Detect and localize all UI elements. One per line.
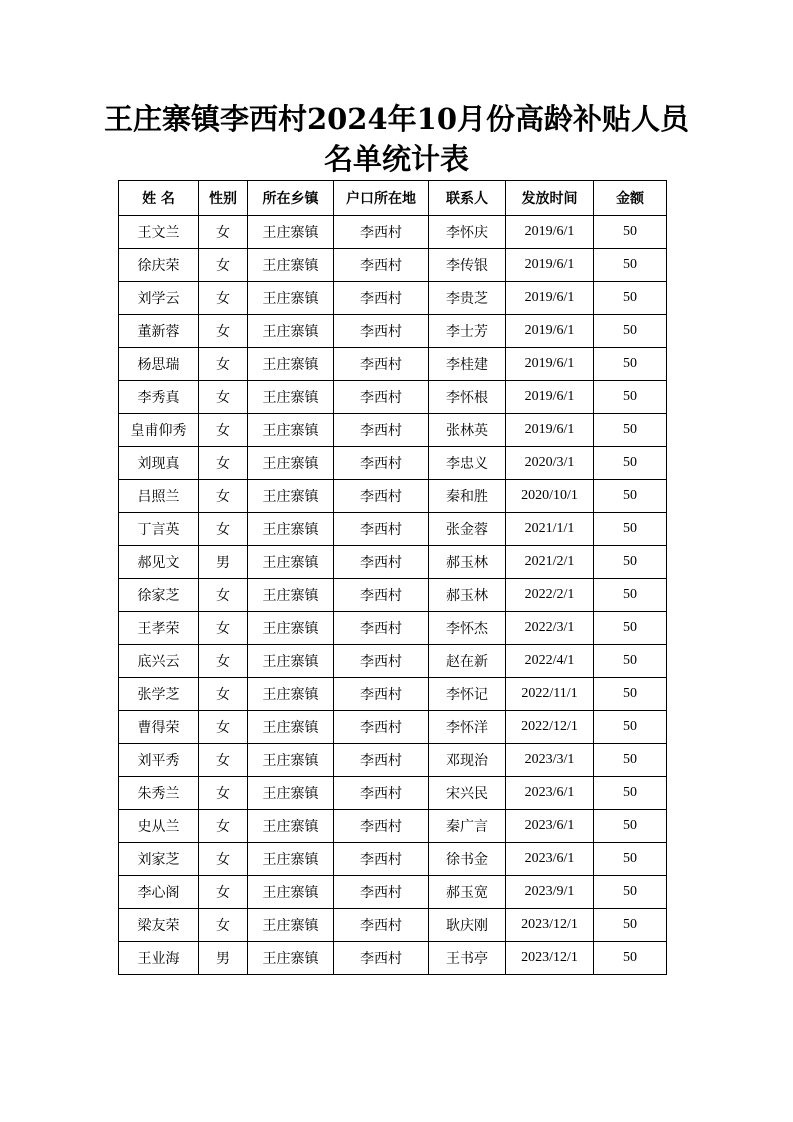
table-row: [119, 876, 667, 909]
name-cell: 王孝荣: [119, 612, 199, 645]
amount-cell: 50: [594, 909, 667, 942]
gender-cell: 女: [199, 216, 248, 249]
gender-cell: 女: [199, 513, 248, 546]
name-cell: 杨思瑞: [119, 348, 199, 381]
gender-cell: 女: [199, 711, 248, 744]
contact-cell: 邓现治: [429, 744, 506, 777]
name-cell: 吕照兰: [119, 480, 199, 513]
name-cell: 王业海: [119, 942, 199, 975]
township-cell: 王庄寨镇: [248, 348, 334, 381]
residence-cell: 李西村: [334, 678, 429, 711]
contact-cell: 王书亭: [429, 942, 506, 975]
amount-cell: 50: [594, 942, 667, 975]
amount-cell: 50: [594, 843, 667, 876]
payment-date-cell: 2019/6/1: [506, 282, 594, 315]
township-cell: 王庄寨镇: [248, 282, 334, 315]
residence-cell: 李西村: [334, 447, 429, 480]
gender-cell: 女: [199, 447, 248, 480]
amount-cell: 50: [594, 546, 667, 579]
township-cell: 王庄寨镇: [248, 447, 334, 480]
name-cell: 曹得荣: [119, 711, 199, 744]
township-cell: 王庄寨镇: [248, 744, 334, 777]
contact-cell: 李贵芝: [429, 282, 506, 315]
name-cell: 史从兰: [119, 810, 199, 843]
gender-cell: 男: [199, 546, 248, 579]
payment-date-cell: 2019/6/1: [506, 381, 594, 414]
contact-cell: 李怀记: [429, 678, 506, 711]
header-registered-residence: 户口所在地: [334, 181, 429, 216]
residence-cell: 李西村: [334, 480, 429, 513]
gender-cell: 女: [199, 678, 248, 711]
township-cell: 王庄寨镇: [248, 909, 334, 942]
name-cell: 李心阁: [119, 876, 199, 909]
name-cell: 李秀真: [119, 381, 199, 414]
payment-date-cell: 2021/2/1: [506, 546, 594, 579]
payment-date-cell: 2020/3/1: [506, 447, 594, 480]
contact-cell: 张林英: [429, 414, 506, 447]
residence-cell: 李西村: [334, 711, 429, 744]
contact-cell: 李桂建: [429, 348, 506, 381]
header-township: 所在乡镇: [248, 181, 334, 216]
name-cell: 徐庆荣: [119, 249, 199, 282]
amount-cell: 50: [594, 513, 667, 546]
gender-cell: 女: [199, 612, 248, 645]
residence-cell: 李西村: [334, 513, 429, 546]
township-cell: 王庄寨镇: [248, 876, 334, 909]
contact-cell: 李忠义: [429, 447, 506, 480]
residence-cell: 李西村: [334, 348, 429, 381]
name-cell: 张学芝: [119, 678, 199, 711]
contact-cell: 郝玉林: [429, 546, 506, 579]
header-name: 姓 名: [119, 181, 199, 216]
amount-cell: 50: [594, 216, 667, 249]
residence-cell: 李西村: [334, 843, 429, 876]
name-cell: 刘平秀: [119, 744, 199, 777]
header-payment-date: 发放时间: [506, 181, 594, 216]
contact-cell: 郝玉林: [429, 579, 506, 612]
payment-date-cell: 2023/6/1: [506, 777, 594, 810]
gender-cell: 女: [199, 909, 248, 942]
payment-date-cell: 2023/6/1: [506, 810, 594, 843]
gender-cell: 女: [199, 579, 248, 612]
amount-cell: 50: [594, 777, 667, 810]
gender-cell: 女: [199, 810, 248, 843]
residence-cell: 李西村: [334, 315, 429, 348]
township-cell: 王庄寨镇: [248, 711, 334, 744]
amount-cell: 50: [594, 282, 667, 315]
amount-cell: 50: [594, 447, 667, 480]
gender-cell: 女: [199, 777, 248, 810]
table-row: [119, 348, 667, 381]
contact-cell: 张金蓉: [429, 513, 506, 546]
table-row: [119, 744, 667, 777]
township-cell: 王庄寨镇: [248, 942, 334, 975]
contact-cell: 李怀洋: [429, 711, 506, 744]
amount-cell: 50: [594, 249, 667, 282]
name-cell: 皇甫仰秀: [119, 414, 199, 447]
residence-cell: 李西村: [334, 612, 429, 645]
residence-cell: 李西村: [334, 579, 429, 612]
table-header-row: [119, 181, 667, 216]
name-cell: 郝见文: [119, 546, 199, 579]
payment-date-cell: 2019/6/1: [506, 348, 594, 381]
township-cell: 王庄寨镇: [248, 645, 334, 678]
table-row: [119, 282, 667, 315]
table-row: [119, 315, 667, 348]
table-body: [119, 216, 667, 975]
residence-cell: 李西村: [334, 876, 429, 909]
township-cell: 王庄寨镇: [248, 843, 334, 876]
table-row: [119, 249, 667, 282]
contact-cell: 秦和胜: [429, 480, 506, 513]
residence-cell: 李西村: [334, 810, 429, 843]
subsidy-roster-table: [118, 180, 667, 975]
contact-cell: 李怀根: [429, 381, 506, 414]
amount-cell: 50: [594, 711, 667, 744]
township-cell: 王庄寨镇: [248, 777, 334, 810]
name-cell: 刘学云: [119, 282, 199, 315]
amount-cell: 50: [594, 348, 667, 381]
gender-cell: 女: [199, 744, 248, 777]
residence-cell: 李西村: [334, 216, 429, 249]
document-title-line-2: 名单统计表: [323, 142, 469, 176]
payment-date-cell: 2022/4/1: [506, 645, 594, 678]
name-cell: 梁友荣: [119, 909, 199, 942]
payment-date-cell: 2022/12/1: [506, 711, 594, 744]
contact-cell: 李怀杰: [429, 612, 506, 645]
table-row: [119, 579, 667, 612]
gender-cell: 女: [199, 876, 248, 909]
gender-cell: 女: [199, 843, 248, 876]
amount-cell: 50: [594, 480, 667, 513]
contact-cell: 赵在新: [429, 645, 506, 678]
payment-date-cell: 2019/6/1: [506, 216, 594, 249]
table-row: [119, 678, 667, 711]
payment-date-cell: 2022/11/1: [506, 678, 594, 711]
payment-date-cell: 2019/6/1: [506, 249, 594, 282]
township-cell: 王庄寨镇: [248, 216, 334, 249]
table-row: [119, 216, 667, 249]
township-cell: 王庄寨镇: [248, 315, 334, 348]
amount-cell: 50: [594, 645, 667, 678]
amount-cell: 50: [594, 579, 667, 612]
name-cell: 朱秀兰: [119, 777, 199, 810]
payment-date-cell: 2021/1/1: [506, 513, 594, 546]
table-row: [119, 546, 667, 579]
name-cell: 刘家芝: [119, 843, 199, 876]
payment-date-cell: 2023/12/1: [506, 942, 594, 975]
gender-cell: 女: [199, 381, 248, 414]
amount-cell: 50: [594, 744, 667, 777]
contact-cell: 李士芳: [429, 315, 506, 348]
contact-cell: 徐书金: [429, 843, 506, 876]
table-row: [119, 843, 667, 876]
township-cell: 王庄寨镇: [248, 810, 334, 843]
table-row: [119, 480, 667, 513]
residence-cell: 李西村: [334, 942, 429, 975]
amount-cell: 50: [594, 414, 667, 447]
document-title-line-1: 王庄寨镇李西村2024年10月份高龄补贴人员: [103, 102, 690, 136]
amount-cell: 50: [594, 876, 667, 909]
contact-cell: 秦广言: [429, 810, 506, 843]
gender-cell: 女: [199, 348, 248, 381]
payment-date-cell: 2022/3/1: [506, 612, 594, 645]
table-row: [119, 645, 667, 678]
contact-cell: 李怀庆: [429, 216, 506, 249]
amount-cell: 50: [594, 678, 667, 711]
gender-cell: 女: [199, 249, 248, 282]
payment-date-cell: 2023/9/1: [506, 876, 594, 909]
township-cell: 王庄寨镇: [248, 678, 334, 711]
table-row: [119, 909, 667, 942]
table-row: [119, 513, 667, 546]
payment-date-cell: 2020/10/1: [506, 480, 594, 513]
table-row: [119, 612, 667, 645]
table-row: [119, 381, 667, 414]
payment-date-cell: 2023/6/1: [506, 843, 594, 876]
gender-cell: 女: [199, 645, 248, 678]
name-cell: 董新蓉: [119, 315, 199, 348]
township-cell: 王庄寨镇: [248, 546, 334, 579]
gender-cell: 女: [199, 414, 248, 447]
gender-cell: 女: [199, 315, 248, 348]
gender-cell: 女: [199, 480, 248, 513]
residence-cell: 李西村: [334, 546, 429, 579]
header-contact-person: 联系人: [429, 181, 506, 216]
amount-cell: 50: [594, 612, 667, 645]
amount-cell: 50: [594, 381, 667, 414]
name-cell: 王文兰: [119, 216, 199, 249]
name-cell: 徐家芝: [119, 579, 199, 612]
contact-cell: 宋兴民: [429, 777, 506, 810]
township-cell: 王庄寨镇: [248, 579, 334, 612]
table-row: [119, 447, 667, 480]
township-cell: 王庄寨镇: [248, 612, 334, 645]
payment-date-cell: 2019/6/1: [506, 414, 594, 447]
contact-cell: 郝玉宽: [429, 876, 506, 909]
payment-date-cell: 2023/3/1: [506, 744, 594, 777]
residence-cell: 李西村: [334, 645, 429, 678]
township-cell: 王庄寨镇: [248, 414, 334, 447]
name-cell: 丁言英: [119, 513, 199, 546]
township-cell: 王庄寨镇: [248, 381, 334, 414]
township-cell: 王庄寨镇: [248, 513, 334, 546]
gender-cell: 女: [199, 282, 248, 315]
residence-cell: 李西村: [334, 777, 429, 810]
name-cell: 底兴云: [119, 645, 199, 678]
table-row: [119, 942, 667, 975]
table-row: [119, 810, 667, 843]
header-gender: 性别: [199, 181, 248, 216]
payment-date-cell: 2023/12/1: [506, 909, 594, 942]
residence-cell: 李西村: [334, 909, 429, 942]
residence-cell: 李西村: [334, 249, 429, 282]
residence-cell: 李西村: [334, 282, 429, 315]
table-row: [119, 711, 667, 744]
header-amount: 金额: [594, 181, 667, 216]
table-row: [119, 414, 667, 447]
contact-cell: 耿庆刚: [429, 909, 506, 942]
payment-date-cell: 2022/2/1: [506, 579, 594, 612]
gender-cell: 男: [199, 942, 248, 975]
township-cell: 王庄寨镇: [248, 480, 334, 513]
residence-cell: 李西村: [334, 414, 429, 447]
payment-date-cell: 2019/6/1: [506, 315, 594, 348]
residence-cell: 李西村: [334, 744, 429, 777]
residence-cell: 李西村: [334, 381, 429, 414]
name-cell: 刘现真: [119, 447, 199, 480]
amount-cell: 50: [594, 315, 667, 348]
table-row: [119, 777, 667, 810]
contact-cell: 李传银: [429, 249, 506, 282]
township-cell: 王庄寨镇: [248, 249, 334, 282]
amount-cell: 50: [594, 810, 667, 843]
